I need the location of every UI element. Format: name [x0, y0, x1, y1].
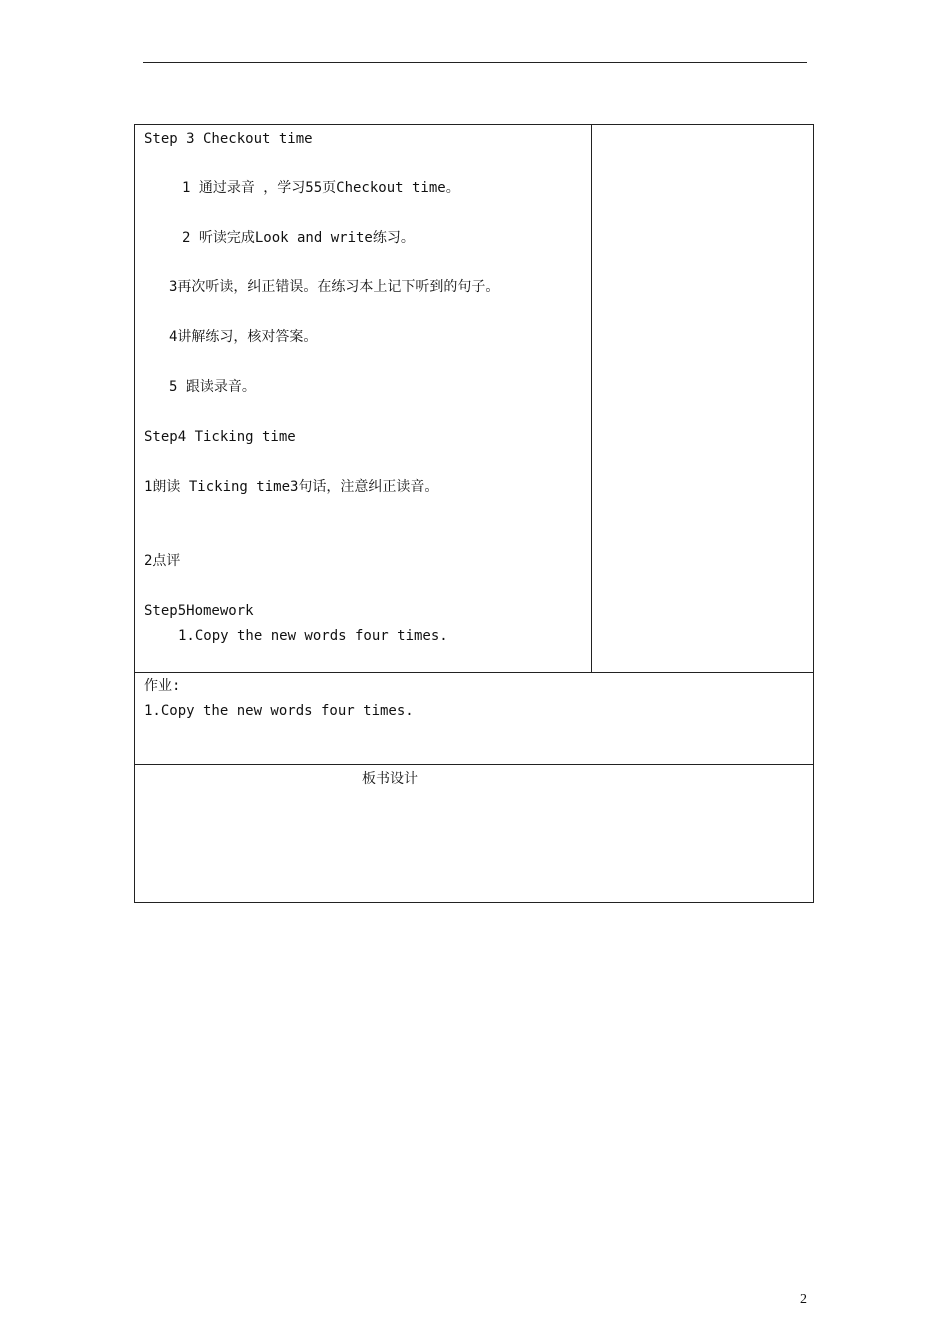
procedure-cell — [135, 125, 592, 673]
page-number: 2 — [800, 1292, 807, 1307]
homework-cell — [135, 673, 813, 765]
step4-title: Step4 Ticking time — [144, 429, 296, 445]
step5-item-1: 1.Copy the new words four times. — [178, 628, 448, 644]
step3-item-1: 1 通过录音 ，学习55页Checkout time。 — [182, 180, 460, 196]
homework-text: 1.Copy the new words four times. — [144, 703, 414, 719]
step4-item-1: 1朗读 Ticking time3句话，注意纠正读音。 — [144, 479, 439, 495]
board-design-cell — [135, 765, 813, 902]
step4-item-2: 2点评 — [144, 553, 181, 569]
step3-item-2: 2 听读完成Look and write练习。 — [182, 230, 415, 246]
notes-cell — [592, 125, 814, 673]
step3-item-3: 3再次听读，纠正错误。在练习本上记下听到的句子。 — [169, 279, 500, 295]
step5-title: Step5Homework — [144, 603, 254, 619]
header-rule — [143, 62, 807, 63]
board-design-label: 板书设计 — [362, 771, 418, 787]
homework-label: 作业: — [144, 678, 181, 694]
step3-item-4: 4讲解练习，核对答案。 — [169, 329, 318, 345]
step3-item-5: 5 跟读录音。 — [169, 379, 256, 395]
step3-title: Step 3 Checkout time — [144, 131, 313, 147]
lesson-plan-table — [134, 124, 814, 903]
